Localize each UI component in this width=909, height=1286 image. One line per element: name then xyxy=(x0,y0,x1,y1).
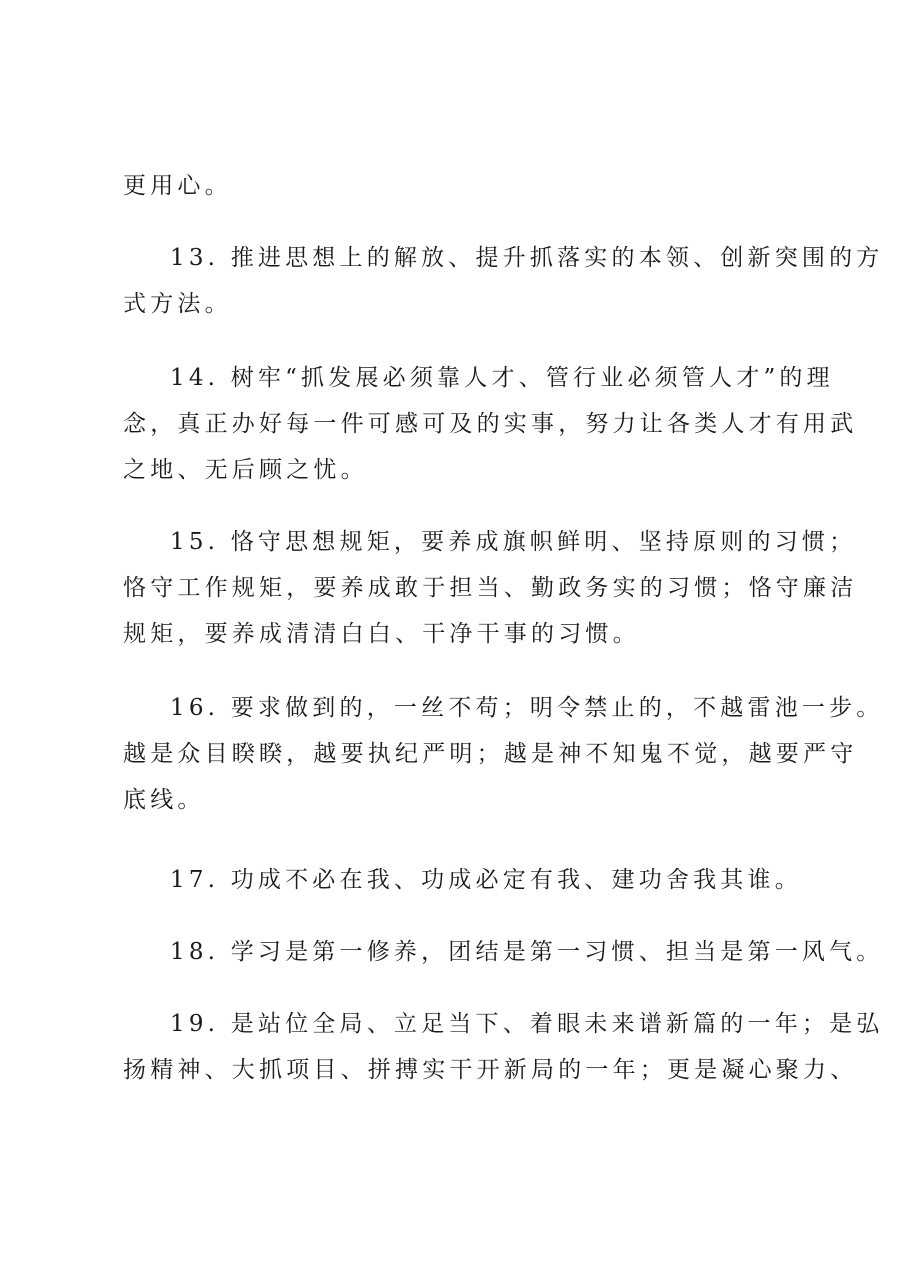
paragraph-14-line-2: 念，真正办好每一件可感可及的实事，努力让各类人才有用武 xyxy=(123,411,858,437)
paragraph-13-line-2: 式方法。 xyxy=(123,291,232,317)
paragraph-16-line-3: 底线。 xyxy=(123,787,205,813)
paragraph-14-line-3: 之地、无后顾之忧。 xyxy=(123,457,368,483)
paragraph-17-line-1: 17. 功成不必在我、功成必定有我、建功舍我其谁。 xyxy=(170,867,802,893)
paragraph-15-line-1: 15. 恪守思想规矩，要养成旗帜鲜明、坚持原则的习惯； xyxy=(170,529,857,555)
paragraph-19-line-2: 扬精神、大抓项目、拼搏实干开新局的一年；更是凝心聚力、 xyxy=(123,1057,858,1083)
paragraph-15-line-3: 规矩，要养成清清白白、干净干事的习惯。 xyxy=(123,621,640,647)
paragraph-16-line-2: 越是众目睽睽，越要执纪严明；越是神不知鬼不觉，越要严守 xyxy=(123,741,858,767)
paragraph-12-line-3: 更用心。 xyxy=(123,173,232,199)
paragraph-16-line-1: 16. 要求做到的，一丝不苟；明令禁止的，不越雷池一步。 xyxy=(170,695,884,721)
paragraph-13-line-1: 13. 推进思想上的解放、提升抓落实的本领、创新突围的方 xyxy=(170,245,884,271)
paragraph-19-line-1: 19. 是站位全局、立足当下、着眼未来谱新篇的一年；是弘 xyxy=(170,1011,884,1037)
paragraph-15-line-2: 恪守工作规矩，要养成敢于担当、勤政务实的习惯；恪守廉洁 xyxy=(123,575,858,601)
paragraph-18-line-1: 18. 学习是第一修养，团结是第一习惯、担当是第一风气。 xyxy=(170,939,884,965)
paragraph-14-line-1: 14. 树牢“抓发展必须靠人才、管行业必须管人才”的理 xyxy=(170,365,834,391)
